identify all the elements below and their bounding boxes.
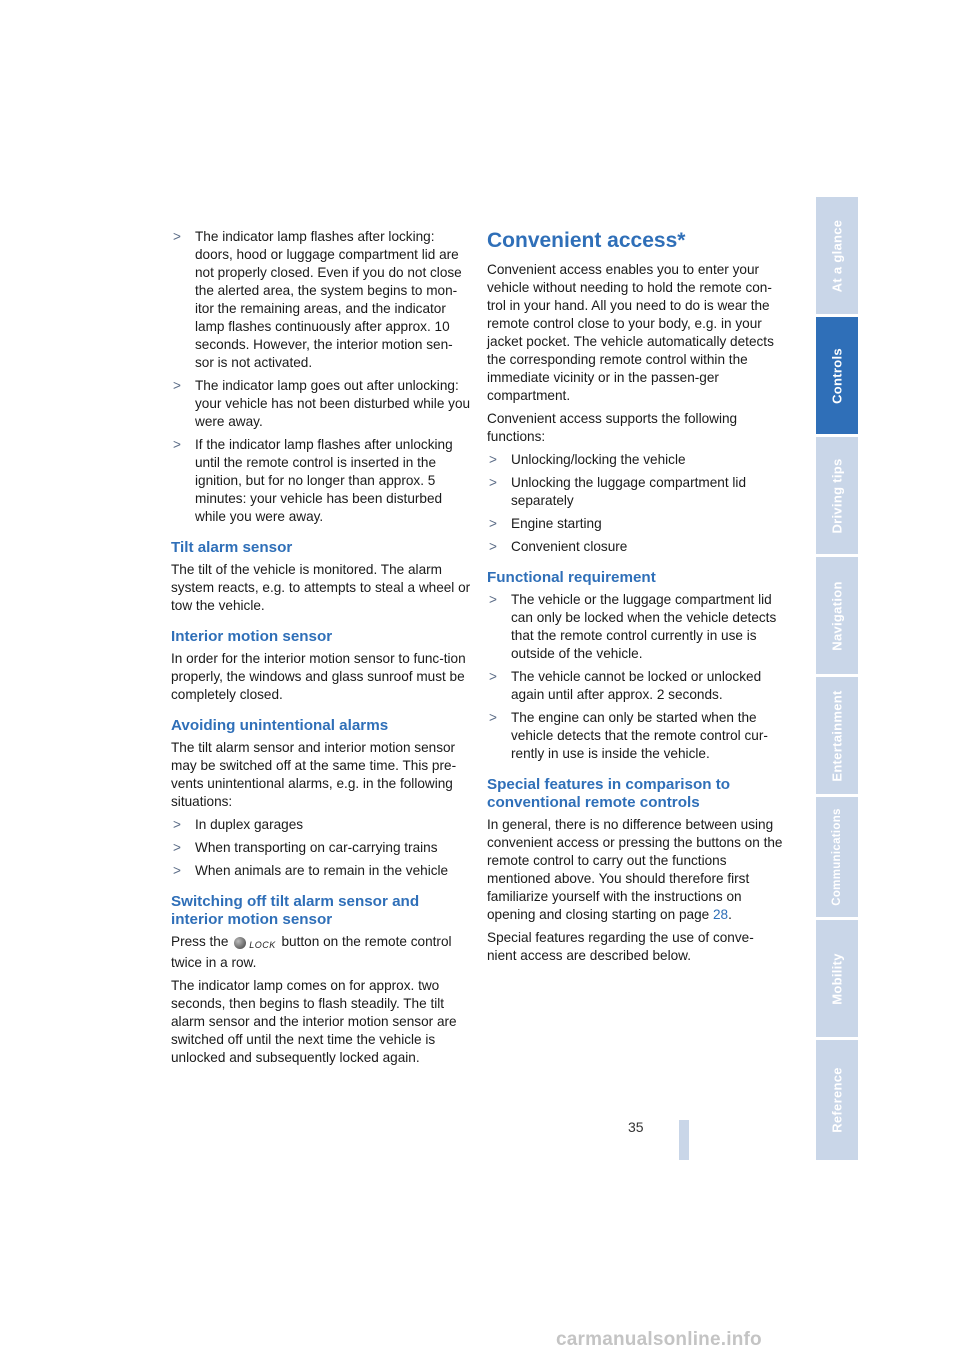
- list-item: > Engine starting: [489, 516, 602, 531]
- page-reference-link[interactable]: 28: [712, 907, 729, 922]
- bullet-mark: >: [489, 710, 497, 725]
- bullet-mark: >: [173, 378, 181, 393]
- bullet-mark: >: [173, 437, 181, 452]
- tab-reference[interactable]: Reference: [816, 1040, 858, 1160]
- special-features-heading: Special features in comparison to conventional remote controls: [487, 776, 731, 811]
- tilt-alarm-heading: Tilt alarm sensor: [171, 539, 293, 556]
- tab-mobility[interactable]: Mobility: [816, 920, 858, 1037]
- lock-button-icon: LOCK: [234, 935, 276, 954]
- tilt-alarm-text: The tilt of the vehicle is monitored. The alarm system reacts, e.g. to attempts to steal a wheel or tow the vehicle.: [171, 562, 471, 613]
- bullet-mark: >: [489, 592, 497, 607]
- page-number: 35: [628, 1119, 644, 1135]
- list-item: > In duplex garages: [173, 817, 304, 832]
- interior-motion-text: In order for the interior motion sensor to func-tion properly, the windows and glass sunroof must be completely closed.: [171, 651, 466, 702]
- tab-driving-tips[interactable]: Driving tips: [816, 437, 858, 554]
- tab-navigation[interactable]: Navigation: [816, 557, 858, 674]
- chapter-tabs: [816, 197, 858, 1160]
- convenient-access-intro: Convenient access enables you to enter your vehicle without needing to hold the remote con-trol in your hand. All you need to do is wear the remote control close to your body, e.g. in your jacket pocket. The vehicle automatically detects the corresponding remote control within the immediate vicinity or in the passen-ger compartment.: [487, 262, 774, 403]
- list-item: > Convenient closure: [489, 539, 628, 554]
- general-text: In general, there is no difference between using convenient access or pressing the buttons on the remote control to carry out the functions mentioned above. You should therefore first familiarize yourself with the instructions on opening and closing starting on page 28.: [487, 817, 783, 922]
- tab-at-a-glance[interactable]: At a glance: [816, 197, 858, 314]
- section-title: Convenient access*: [487, 229, 686, 252]
- list-item: > The vehicle or the luggage compartment lid can only be locked when the vehicle detects that the remote control currently in use is outside of the vehicle.: [489, 592, 777, 661]
- list-item: > The vehicle cannot be locked or unlocked again until after approx. 2 seconds.: [489, 669, 762, 702]
- bullet-mark: >: [173, 817, 181, 832]
- functional-requirement-heading: Functional requirement: [487, 569, 656, 586]
- bullet-mark: >: [489, 475, 497, 490]
- bullet-mark: >: [489, 452, 497, 467]
- avoid-alarms-heading: Avoiding unintentional alarms: [171, 717, 389, 734]
- interior-motion-heading: Interior motion sensor: [171, 628, 333, 645]
- tab-communications[interactable]: Communications: [816, 797, 858, 917]
- switch-off-heading: Switching off tilt alarm sensor and interior motion sensor: [171, 893, 420, 928]
- bullet-mark: >: [173, 229, 181, 244]
- list-item: > Unlocking the luggage compartment lid separately: [489, 475, 747, 508]
- bullet-mark: >: [173, 840, 181, 855]
- tab-controls[interactable]: Controls: [816, 317, 858, 434]
- avoid-alarms-text: The tilt alarm sensor and interior motion sensor may be switched off at the same time. This pre-vents unintentional alarms, e.g. in the following situations:: [171, 740, 457, 809]
- bullet-mark: >: [173, 863, 181, 878]
- list-item: > When animals are to remain in the vehicle: [173, 863, 449, 878]
- supports-text: Convenient access supports the following functions:: [487, 411, 738, 444]
- tab-entertainment[interactable]: Entertainment: [816, 677, 858, 794]
- bullet-mark: >: [489, 669, 497, 684]
- indicator-lamp-text: The indicator lamp comes on for approx. two seconds, then begins to flash steadily. The tilt alarm sensor and the interior motion sensor are switched off until the next time the vehicle is unlocked and subsequently locked again.: [171, 978, 457, 1065]
- bullet-mark: >: [489, 516, 497, 531]
- closing-text: Special features regarding the use of conve-nient access are described below.: [487, 930, 754, 963]
- list-item: > The engine can only be started when the vehicle detects that the remote control cur-rently in use is inside the vehicle.: [489, 710, 768, 761]
- press-lock-text: Press the LOCK button on the remote control twice in a row.: [171, 934, 452, 970]
- list-item: > When transporting on car-carrying trains: [173, 840, 438, 855]
- list-item: > The indicator lamp flashes after locking: doors, hood or luggage compartment lid are not properly closed. Even if you do not close the alerted area, the system begins to mon-itor the remaining areas, and the indicator lamp flashes continuously after approx. 10 seconds. However, the interior motion sen-sor is not activated.: [173, 229, 462, 370]
- list-item: > The indicator lamp goes out after unlocking: your vehicle has not been disturbed while you were away.: [173, 378, 471, 429]
- right-column: [487, 228, 783, 970]
- list-item: > If the indicator lamp flashes after unlocking until the remote control is inserted in the ignition, but for no longer than approx. 5 minutes: your vehicle has been disturbed while you were away.: [173, 437, 453, 524]
- list-item: > Unlocking/locking the vehicle: [489, 452, 686, 467]
- left-column: [171, 228, 471, 1072]
- bullet-mark: >: [489, 539, 497, 554]
- watermark: carmanualsonline.info: [556, 1329, 762, 1350]
- page-number-tab: [679, 1120, 689, 1160]
